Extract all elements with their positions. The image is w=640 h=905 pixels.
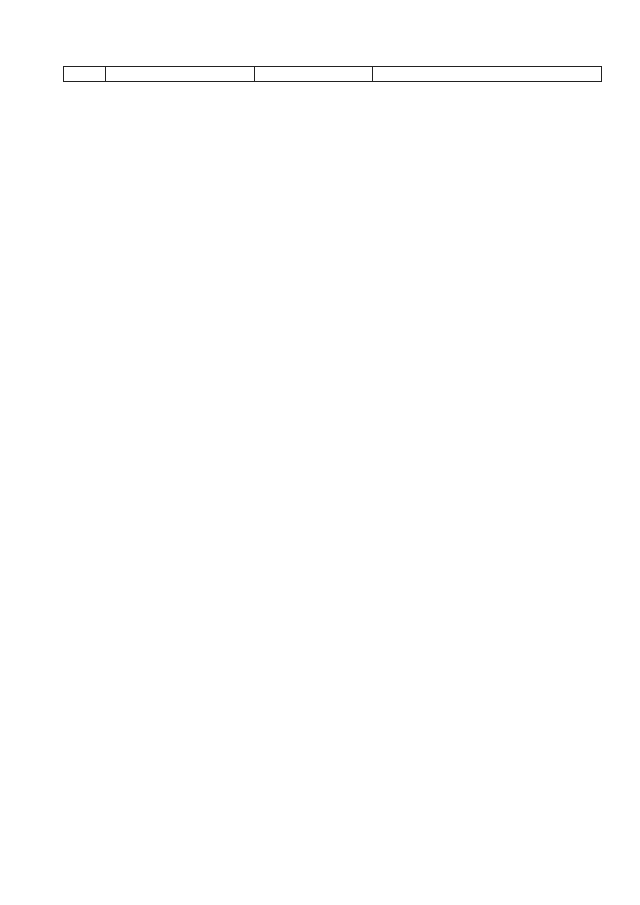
header-col-1 [64, 67, 106, 82]
header-col-2 [106, 67, 255, 82]
header-col-3 [255, 67, 373, 82]
header-col-4 [373, 67, 602, 82]
tariff-table [63, 66, 602, 82]
table-header-row [64, 67, 602, 82]
